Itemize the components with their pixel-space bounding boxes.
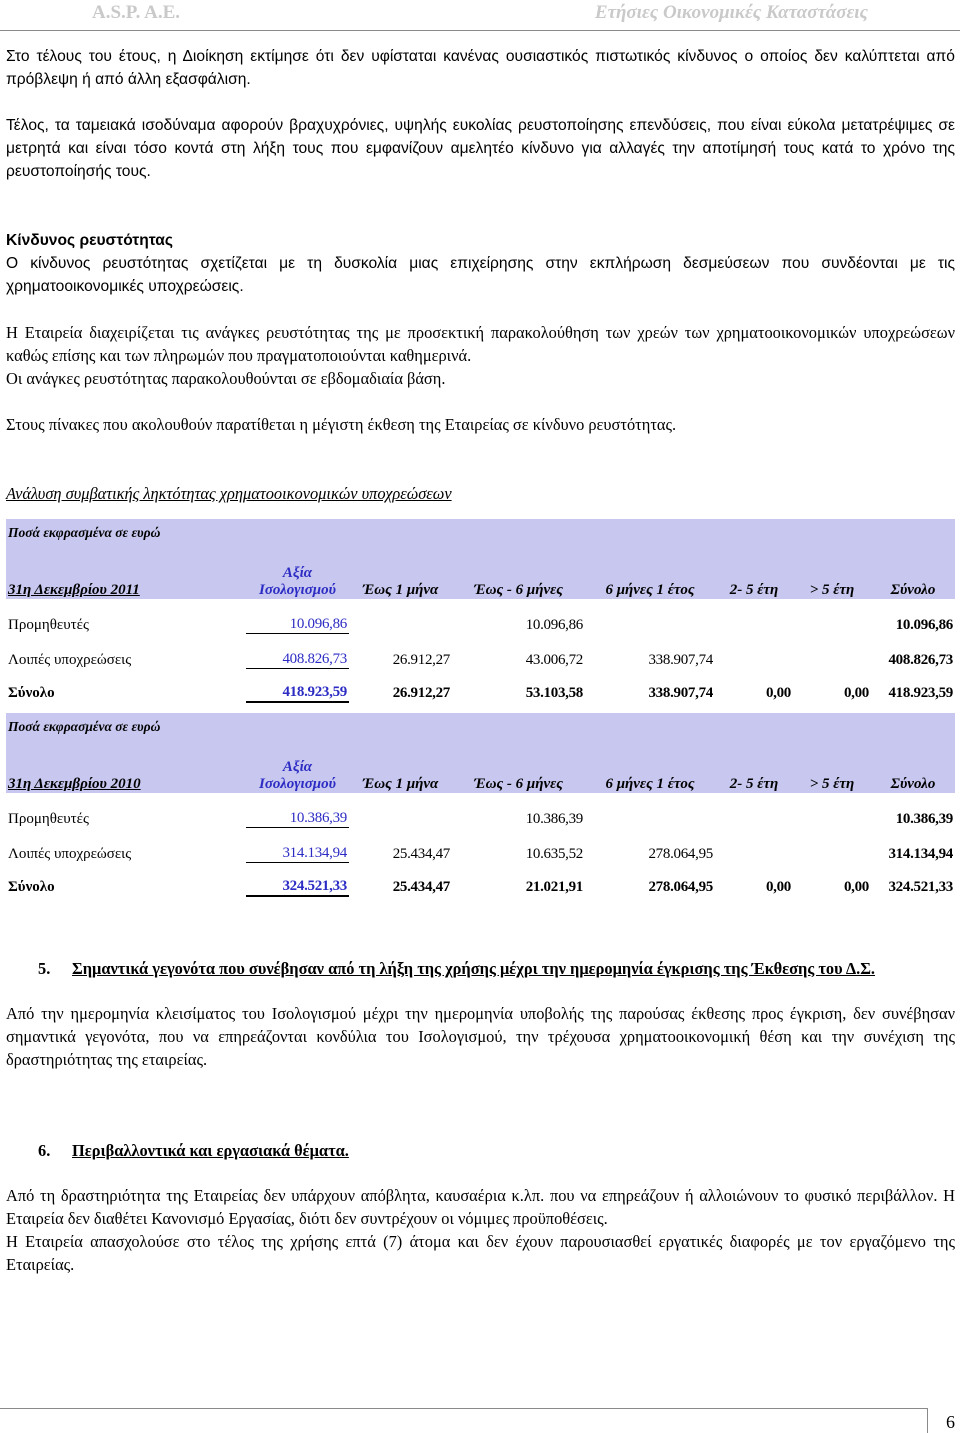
- total-2-5-years: 0,00: [765, 685, 791, 701]
- footer-rule: [0, 1408, 927, 1409]
- col-1-year-header: 6 μήνες 1 έτος: [585, 741, 715, 793]
- col-1-year-header: 6 μήνες 1 έτος: [585, 547, 715, 599]
- section-6-body-2: Η Εταιρεία απασχολούσε στο τέλος της χρήσης επτά (7) άτομα και δεν έχουν παρουσιασθεί εργατικές διαφορές με τον εργαζόμενο της Εταιρείας.: [6, 1232, 955, 1274]
- page-number: 6: [946, 1412, 955, 1432]
- total-1-month: 25.434,47: [392, 879, 450, 895]
- table-row: [6, 828, 955, 863]
- section-6-number: 6.: [38, 1141, 51, 1160]
- total-1-year: 278.064,95: [648, 879, 713, 895]
- table-row: [6, 599, 955, 634]
- col-total-header: Σύνολο: [871, 547, 955, 599]
- table-row: [6, 793, 955, 828]
- col-1-month-header: Έως 1 μήνα: [349, 547, 452, 599]
- total-total: 324.521,33: [888, 879, 953, 895]
- cell-6-months: 10.386,39: [525, 810, 583, 827]
- liquidity-risk-title: Κίνδυνος ρευστότητας: [6, 232, 173, 249]
- cell-2-5-years: [715, 793, 793, 828]
- col-2-5-years-header: 2- 5 έτη: [715, 741, 793, 793]
- section-5-number: 5.: [38, 959, 51, 978]
- table-total-row: [6, 863, 955, 897]
- total-6-months: 21.021,91: [525, 879, 583, 895]
- table-date-header: 31η Δεκεμβρίου 2010: [6, 741, 246, 793]
- row-balance-value: 10.386,39: [246, 793, 349, 828]
- col-6-months-header: Έως - 6 μήνες: [452, 547, 585, 599]
- cell-over-5-years: [793, 828, 871, 863]
- col-6-months-header: Έως - 6 μήνες: [452, 741, 585, 793]
- section-5-heading: [6, 957, 955, 980]
- total-6-months: 53.103,58: [525, 685, 583, 701]
- cell-1-year: [585, 793, 715, 828]
- col-total-header: Σύνολο: [871, 741, 955, 793]
- liquidity-risk-paragraph-1: Ο κίνδυνος ρευστότητας σχετίζεται με τη δυσκολία μιας επιχείρησης στην εκπλήρωση δεσμεύσεων που συνδέονται με τις χρηματοοικονομικές υποχρεώσεις.: [6, 255, 955, 295]
- col-2-5-years-header: 2- 5 έτη: [715, 547, 793, 599]
- liquidity-risk-paragraph-3: Οι ανάγκες ρευστότητας παρακολουθούνται σε εβδομαδιαία βάση.: [6, 369, 446, 388]
- cell-1-month: 26.912,27: [392, 651, 450, 668]
- cell-1-year: 278.064,95: [648, 845, 713, 862]
- credit-risk-paragraph: Στο τέλους του έτους, η Διοίκηση εκτίμησε ότι δεν υφίσταται κανένας ουσιαστικός πιστωτικός κίνδυνος ο οποίος δεν καλύπτεται από πρόβλεψη ή από άλλη εξασφάλιση.: [6, 48, 955, 88]
- table-date-header: 31η Δεκεμβρίου 2011: [6, 547, 246, 599]
- table-header-row: [6, 547, 955, 599]
- total-1-month: 26.912,27: [392, 685, 450, 701]
- page-content: [6, 45, 955, 1276]
- cell-6-months: 43.006,72: [525, 651, 583, 668]
- header-document-title: Ετήσιες Οικονομικές Καταστάσεις: [594, 2, 868, 23]
- total-balance-value: 324.521,33: [246, 863, 349, 897]
- col-over-5-years-header: > 5 έτη: [793, 547, 871, 599]
- cell-total: 408.826,73: [888, 651, 953, 668]
- page-header: [0, 0, 960, 31]
- total-2-5-years: 0,00: [765, 879, 791, 895]
- liquidity-risk-paragraph-4: Στους πίνακες που ακολουθούν παρατίθεται η μέγιστη έκθεση της Εταιρείας σε κίνδυνο ρευστότητας.: [6, 415, 677, 434]
- total-over-5-years: 0,00: [843, 685, 869, 701]
- cell-2-5-years: [715, 599, 793, 634]
- balance-value-header: Αξία Ισολογισμού: [246, 547, 349, 599]
- maturity-analysis-title: Ανάλυση συμβατικής ληκτότητας χρηματοοικονομικών υποχρεώσεων: [6, 484, 452, 503]
- balance-value-header: Αξία Ισολογισμού: [246, 741, 349, 793]
- total-over-5-years: 0,00: [843, 879, 869, 895]
- cell-1-month: [349, 599, 452, 634]
- total-label: Σύνολο: [8, 685, 55, 701]
- total-1-year: 338.907,74: [648, 685, 713, 701]
- table-row: [6, 634, 955, 669]
- table-total-row: [6, 669, 955, 703]
- col-over-5-years-header: > 5 έτη: [793, 741, 871, 793]
- total-total: 418.923,59: [888, 685, 953, 701]
- row-balance-value: 408.826,73: [246, 634, 349, 669]
- cell-1-year: 338.907,74: [648, 651, 713, 668]
- header-company: A.S.P. A.E.: [92, 2, 180, 23]
- total-balance-value: 418.923,59: [246, 669, 349, 703]
- liquidity-table-2011: [6, 519, 955, 703]
- cell-1-year: [585, 599, 715, 634]
- total-label: Σύνολο: [8, 879, 55, 895]
- row-label: Προμηθευτές: [8, 616, 89, 633]
- cell-6-months: 10.635,52: [525, 845, 583, 862]
- section-5-title: Σημαντικά γεγονότα που συνέβησαν από τη λήξη της χρήσης μέχρι την ημερομηνία έγκρισης της Έκθεσης του Δ.Σ.: [72, 959, 876, 978]
- section-6-title: Περιβαλλοντικά και εργασιακά θέματα.: [72, 1141, 349, 1160]
- cell-1-month: [349, 793, 452, 828]
- table-caption-row: [6, 713, 955, 741]
- table-header-row: [6, 741, 955, 793]
- cell-over-5-years: [793, 793, 871, 828]
- row-balance-value: 314.134,94: [246, 828, 349, 863]
- liquidity-table-2010: [6, 713, 955, 897]
- section-5-body: Από την ημερομηνία κλεισίματος του Ισολογισμού μέχρι την ημερομηνία υποβολής της παρούσας έκθεσης προς έγκριση, δεν συνέβησαν σημαντικά γεγονότα, που να επηρεάζονται κονδύλια του Ισολογισμού, την τρέχουσα χρηματοοικονομική θέση και την συνέχιση της δραστηριότητας της εταιρείας.: [6, 1004, 955, 1069]
- cell-total: 10.386,39: [895, 810, 953, 827]
- cell-1-month: 25.434,47: [392, 845, 450, 862]
- cell-6-months: 10.096,86: [525, 616, 583, 633]
- section-6-heading: [6, 1139, 955, 1162]
- footer-page-box: [927, 1408, 960, 1433]
- table-caption-row: [6, 519, 955, 547]
- row-balance-value: 10.096,86: [246, 599, 349, 634]
- row-label: Προμηθευτές: [8, 810, 89, 827]
- cell-2-5-years: [715, 634, 793, 669]
- col-1-month-header: Έως 1 μήνα: [349, 741, 452, 793]
- cell-total: 314.134,94: [888, 845, 953, 862]
- cell-total: 10.096,86: [895, 616, 953, 633]
- liquidity-risk-paragraph-2: Η Εταιρεία διαχειρίζεται τις ανάγκες ρευστότητας της με προσεκτική παρακολούθηση των χρεών των χρηματοοικονομικών υποχρεώσεων καθώς επίσης και των πληρωμών που πραγματοποιούνται καθημερινά.: [6, 323, 955, 365]
- cell-2-5-years: [715, 828, 793, 863]
- table-caption: Ποσά εκφρασμένα σε ευρώ: [6, 519, 955, 547]
- row-label: Λοιπές υποχρεώσεις: [8, 651, 132, 668]
- table-caption: Ποσά εκφρασμένα σε ευρώ: [6, 713, 955, 741]
- section-6-body-1: Από τη δραστηριότητα της Εταιρείας δεν υπάρχουν απόβλητα, καυσαέρια κ.λπ. που να επηρεάζουν ή αλλοιώνουν το φυσικό περιβάλλον. Η Εταιρεία δεν διαθέτει Κανονισμό Εργασίας, διότι δεν συντρέχουν οι νόμιμες προϋποθέσεις.: [6, 1186, 955, 1228]
- cell-over-5-years: [793, 599, 871, 634]
- cash-equivalents-paragraph: Τέλος, τα ταμειακά ισοδύναμα αφορούν βραχυχρόνιες, υψηλής ευκολίας ρευστοποίησης επενδύσεις, που είναι εύκολα μετατρέψιμες σε μετρητά και είναι τόσο κοντά στη λήξη τους που εμφανίζουν αμελητέο κίνδυνο για αλλαγές την αποτίμησή τους κατά το χρόνο της ρευστοποίησής τους.: [6, 117, 955, 180]
- cell-over-5-years: [793, 634, 871, 669]
- row-label: Λοιπές υποχρεώσεις: [8, 845, 132, 862]
